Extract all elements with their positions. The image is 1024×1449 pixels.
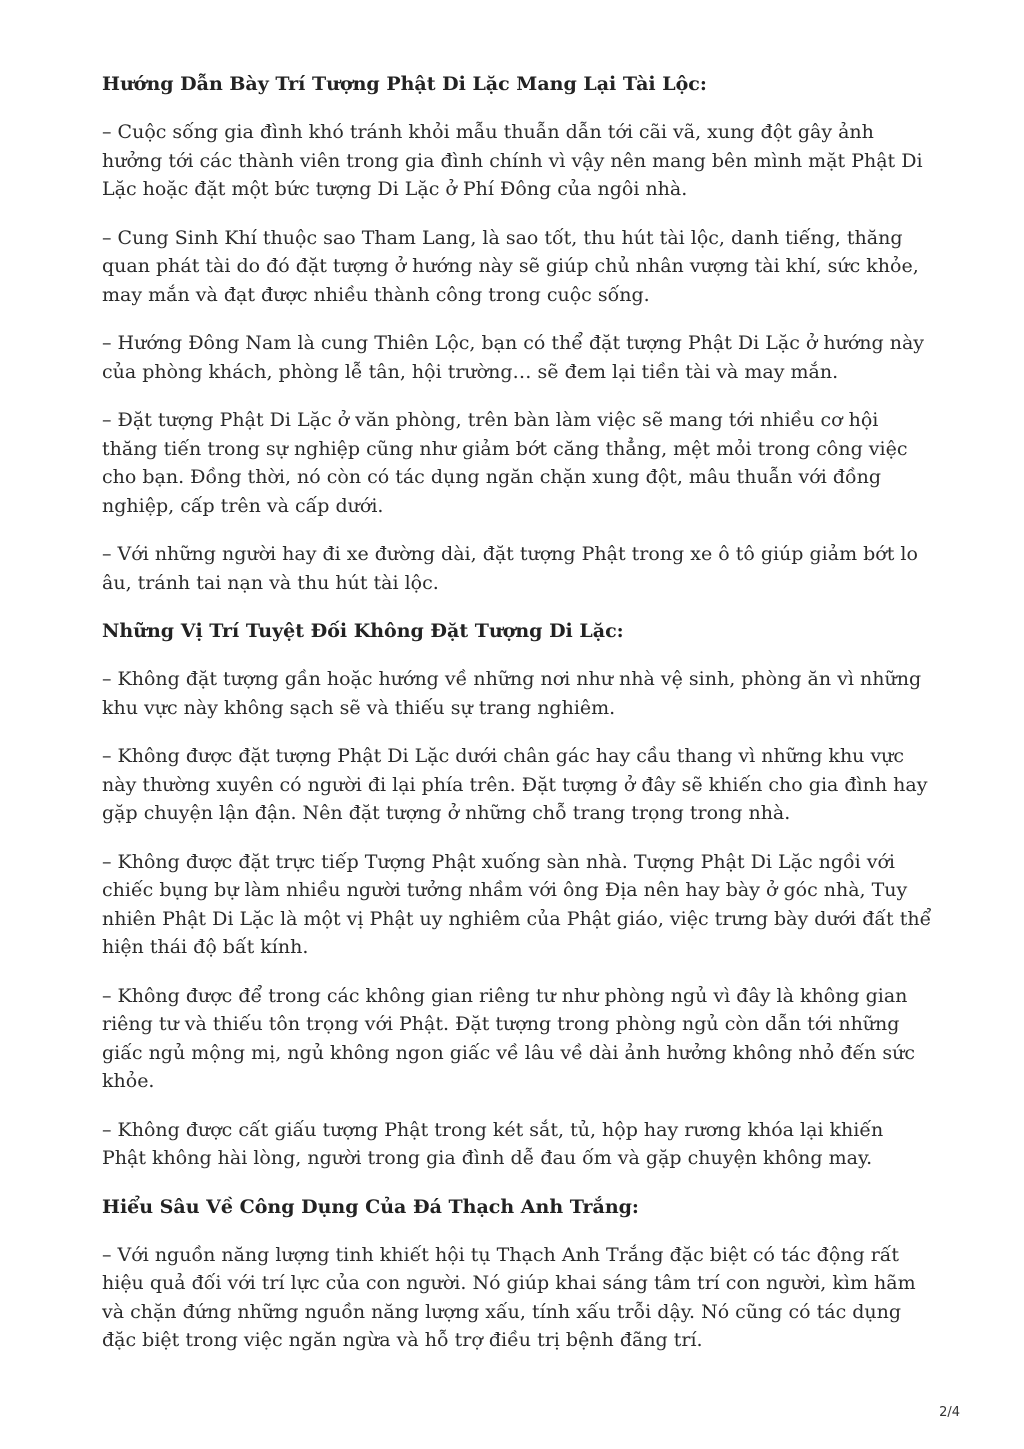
section-white-quartz [102,1193,932,1355]
paragraph: – Không đặt tượng gần hoặc hướng về những nơi như nhà vệ sinh, phòng ăn vì những khu vực này không sạch sẽ và thiếu sự trang nghiêm. [102,668,922,719]
paragraph: – Với nguồn năng lượng tinh khiết hội tụ Thạch Anh Trắng đặc biệt có tác động rất hiệu quả đối với trí lực của con người. Nó giúp khai sáng tâm trí con người, kìm hãm và chặn đứng những nguồn năng lượng xấu, tính xấu trỗi dậy. Nó cũng có tác dụng đặc biệt trong việc ngăn ngừa và hỗ trợ điều trị bệnh đãng trí. [102,1243,916,1351]
section-heading: Hiểu Sâu Về Công Dụng Của Đá Thạch Anh Trắng: [102,1195,639,1218]
paragraph: – Cung Sinh Khí thuộc sao Tham Lang, là sao tốt, thu hút tài lộc, danh tiếng, thăng quan phát tài do đó đặt tượng ở hướng này sẽ giúp chủ nhân vượng tài khí, sức khỏe, may mắn và đạt được nhiều thành công trong cuộc sống. [102,226,919,306]
paragraph: – Không được đặt tượng Phật Di Lặc dưới chân gác hay cầu thang vì những khu vực này thường xuyên có người đi lại phía trên. Đặt tượng ở đây sẽ khiến cho gia đình hay gặp chuyện lận đận. Nên đặt tượng ở những chỗ trang trọng trong nhà. [102,745,928,824]
section-placement-guide [102,70,932,597]
paragraph: – Không được đặt trực tiếp Tượng Phật xuống sàn nhà. Tượng Phật Di Lặc ngồi với chiếc bụng bự làm nhiều người tưởng nhầm với ông Địa nên hay bày ở góc nhà, Tuy nhiên Phật Di Lặc là một vị Phật uy nghiêm của Phật giáo, việc trưng bày dưới đất thể hiện thái độ bất kính. [102,850,932,958]
paragraph: – Đặt tượng Phật Di Lặc ở văn phòng, trên bàn làm việc sẽ mang tới nhiều cơ hội thăng tiến trong sự nghiệp cũng như giảm bớt căng thẳng, mệt mỏi trong công việc cho bạn. Đồng thời, nó còn có tác dụng ngăn chặn xung đột, mâu thuẫn với đồng nghiệp, cấp trên và cấp dưới. [102,409,908,517]
section-heading: Những Vị Trí Tuyệt Đối Không Đặt Tượng Di Lặc: [102,620,624,642]
section-heading: Hướng Dẫn Bày Trí Tượng Phật Di Lặc Mang Lại Tài Lộc: [102,73,707,95]
paragraph: – Không được cất giấu tượng Phật trong két sắt, tủ, hộp hay rương khóa lại khiến Phật không hài lòng, người trong gia đình dễ đau ốm và gặp chuyện không may. [102,1118,884,1169]
paragraph: – Với những người hay đi xe đường dài, đặt tượng Phật trong xe ô tô giúp giảm bớt lo âu, tránh tai nạn và thu hút tài lộc. [102,543,918,594]
page-number: 2/4 [939,1405,960,1420]
paragraph: – Cuộc sống gia đình khó tránh khỏi mẫu thuẫn dẫn tới cãi vã, xung đột gây ảnh hưởng tới các thành viên trong gia đình chính vì vậy nên mang bên mình mặt Phật Di Lặc hoặc đặt một bức tượng Di Lặc ở Phí Đông của ngôi nhà. [102,121,923,200]
document-body [102,70,932,1375]
section-forbidden-positions [102,617,932,1173]
paragraph: – Không được để trong các không gian riêng tư như phòng ngủ vì đây là không gian riêng tư và thiếu tôn trọng với Phật. Đặt tượng trong phòng ngủ còn dẫn tới những giấc ngủ mộng mị, ngủ không ngon giấc về lâu về dài ảnh hưởng không nhỏ đến sức khỏe. [102,984,916,1092]
paragraph: – Hướng Đông Nam là cung Thiên Lộc, bạn có thể đặt tượng Phật Di Lặc ở hướng này của phòng khách, phòng lễ tân, hội trường… sẽ đem lại tiền tài và may mắn. [102,332,925,383]
